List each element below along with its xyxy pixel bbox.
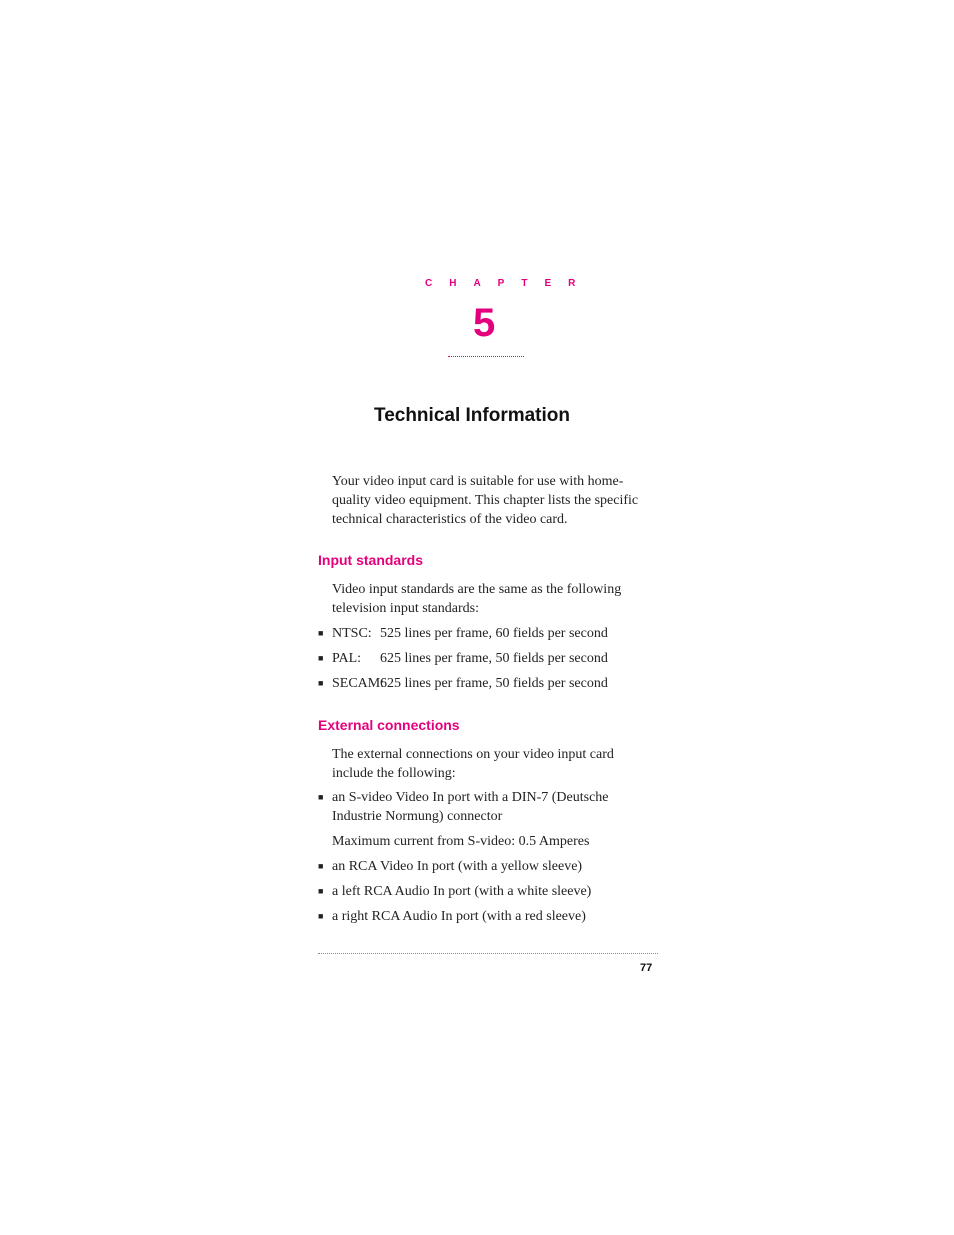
footer-divider (318, 953, 658, 954)
bullet-icon: ■ (318, 861, 324, 871)
list-item-rca-audio-left (318, 882, 652, 901)
bullet-icon: ■ (318, 653, 324, 663)
list-item-secam (318, 674, 652, 693)
bullet-icon: ■ (318, 678, 324, 688)
bullet-icon: ■ (318, 911, 324, 921)
svideo-note: Maximum current from S-video: 0.5 Amperes (332, 834, 590, 849)
external-connections-intro: The external connections on your video input card include the following: (332, 747, 614, 781)
list-item-text: a left RCA Audio In port (with a white sleeve) (332, 884, 592, 899)
list-item-rca-video (318, 857, 652, 876)
chapter-number: 5 (473, 301, 496, 345)
standard-name: NTSC: (332, 626, 372, 641)
standard-name: PAL: (332, 651, 362, 666)
list-item-text: a right RCA Audio In port (with a red sleeve) (332, 909, 586, 924)
standard-desc: 625 lines per frame, 50 fields per second (380, 651, 608, 666)
list-item-text: an RCA Video In port (with a yellow sleeve) (332, 859, 583, 874)
chapter-divider (448, 356, 524, 357)
standard-name: SECAM: (332, 676, 385, 691)
list-item-text: an S-video Video In port with a DIN-7 (Deutsche Industrie Normung) connector (332, 790, 609, 824)
page-title: Technical Information (374, 405, 571, 426)
bullet-icon: ■ (318, 792, 324, 802)
input-standards-intro: Video input standards are the same as the following television input standards: (332, 582, 622, 616)
list-item-rca-audio-right (318, 907, 652, 926)
list-item-ntsc (318, 624, 652, 643)
page-number: 77 (640, 962, 653, 974)
standard-desc: 625 lines per frame, 50 fields per second (380, 676, 608, 691)
bullet-icon: ■ (318, 628, 324, 638)
section-heading-external-connections: External connections (318, 717, 460, 733)
chapter-label: CHAPTER (425, 278, 593, 289)
standard-desc: 525 lines per frame, 60 fields per second (380, 626, 608, 641)
list-item-pal (318, 649, 652, 668)
section-heading-input-standards: Input standards (318, 552, 424, 568)
intro-paragraph: Your video input card is suitable for use with home-quality video equipment. This chapter lists the specific technical characteristics of the video card. (332, 474, 639, 527)
bullet-icon: ■ (318, 886, 324, 896)
list-item-svideo (318, 788, 652, 826)
